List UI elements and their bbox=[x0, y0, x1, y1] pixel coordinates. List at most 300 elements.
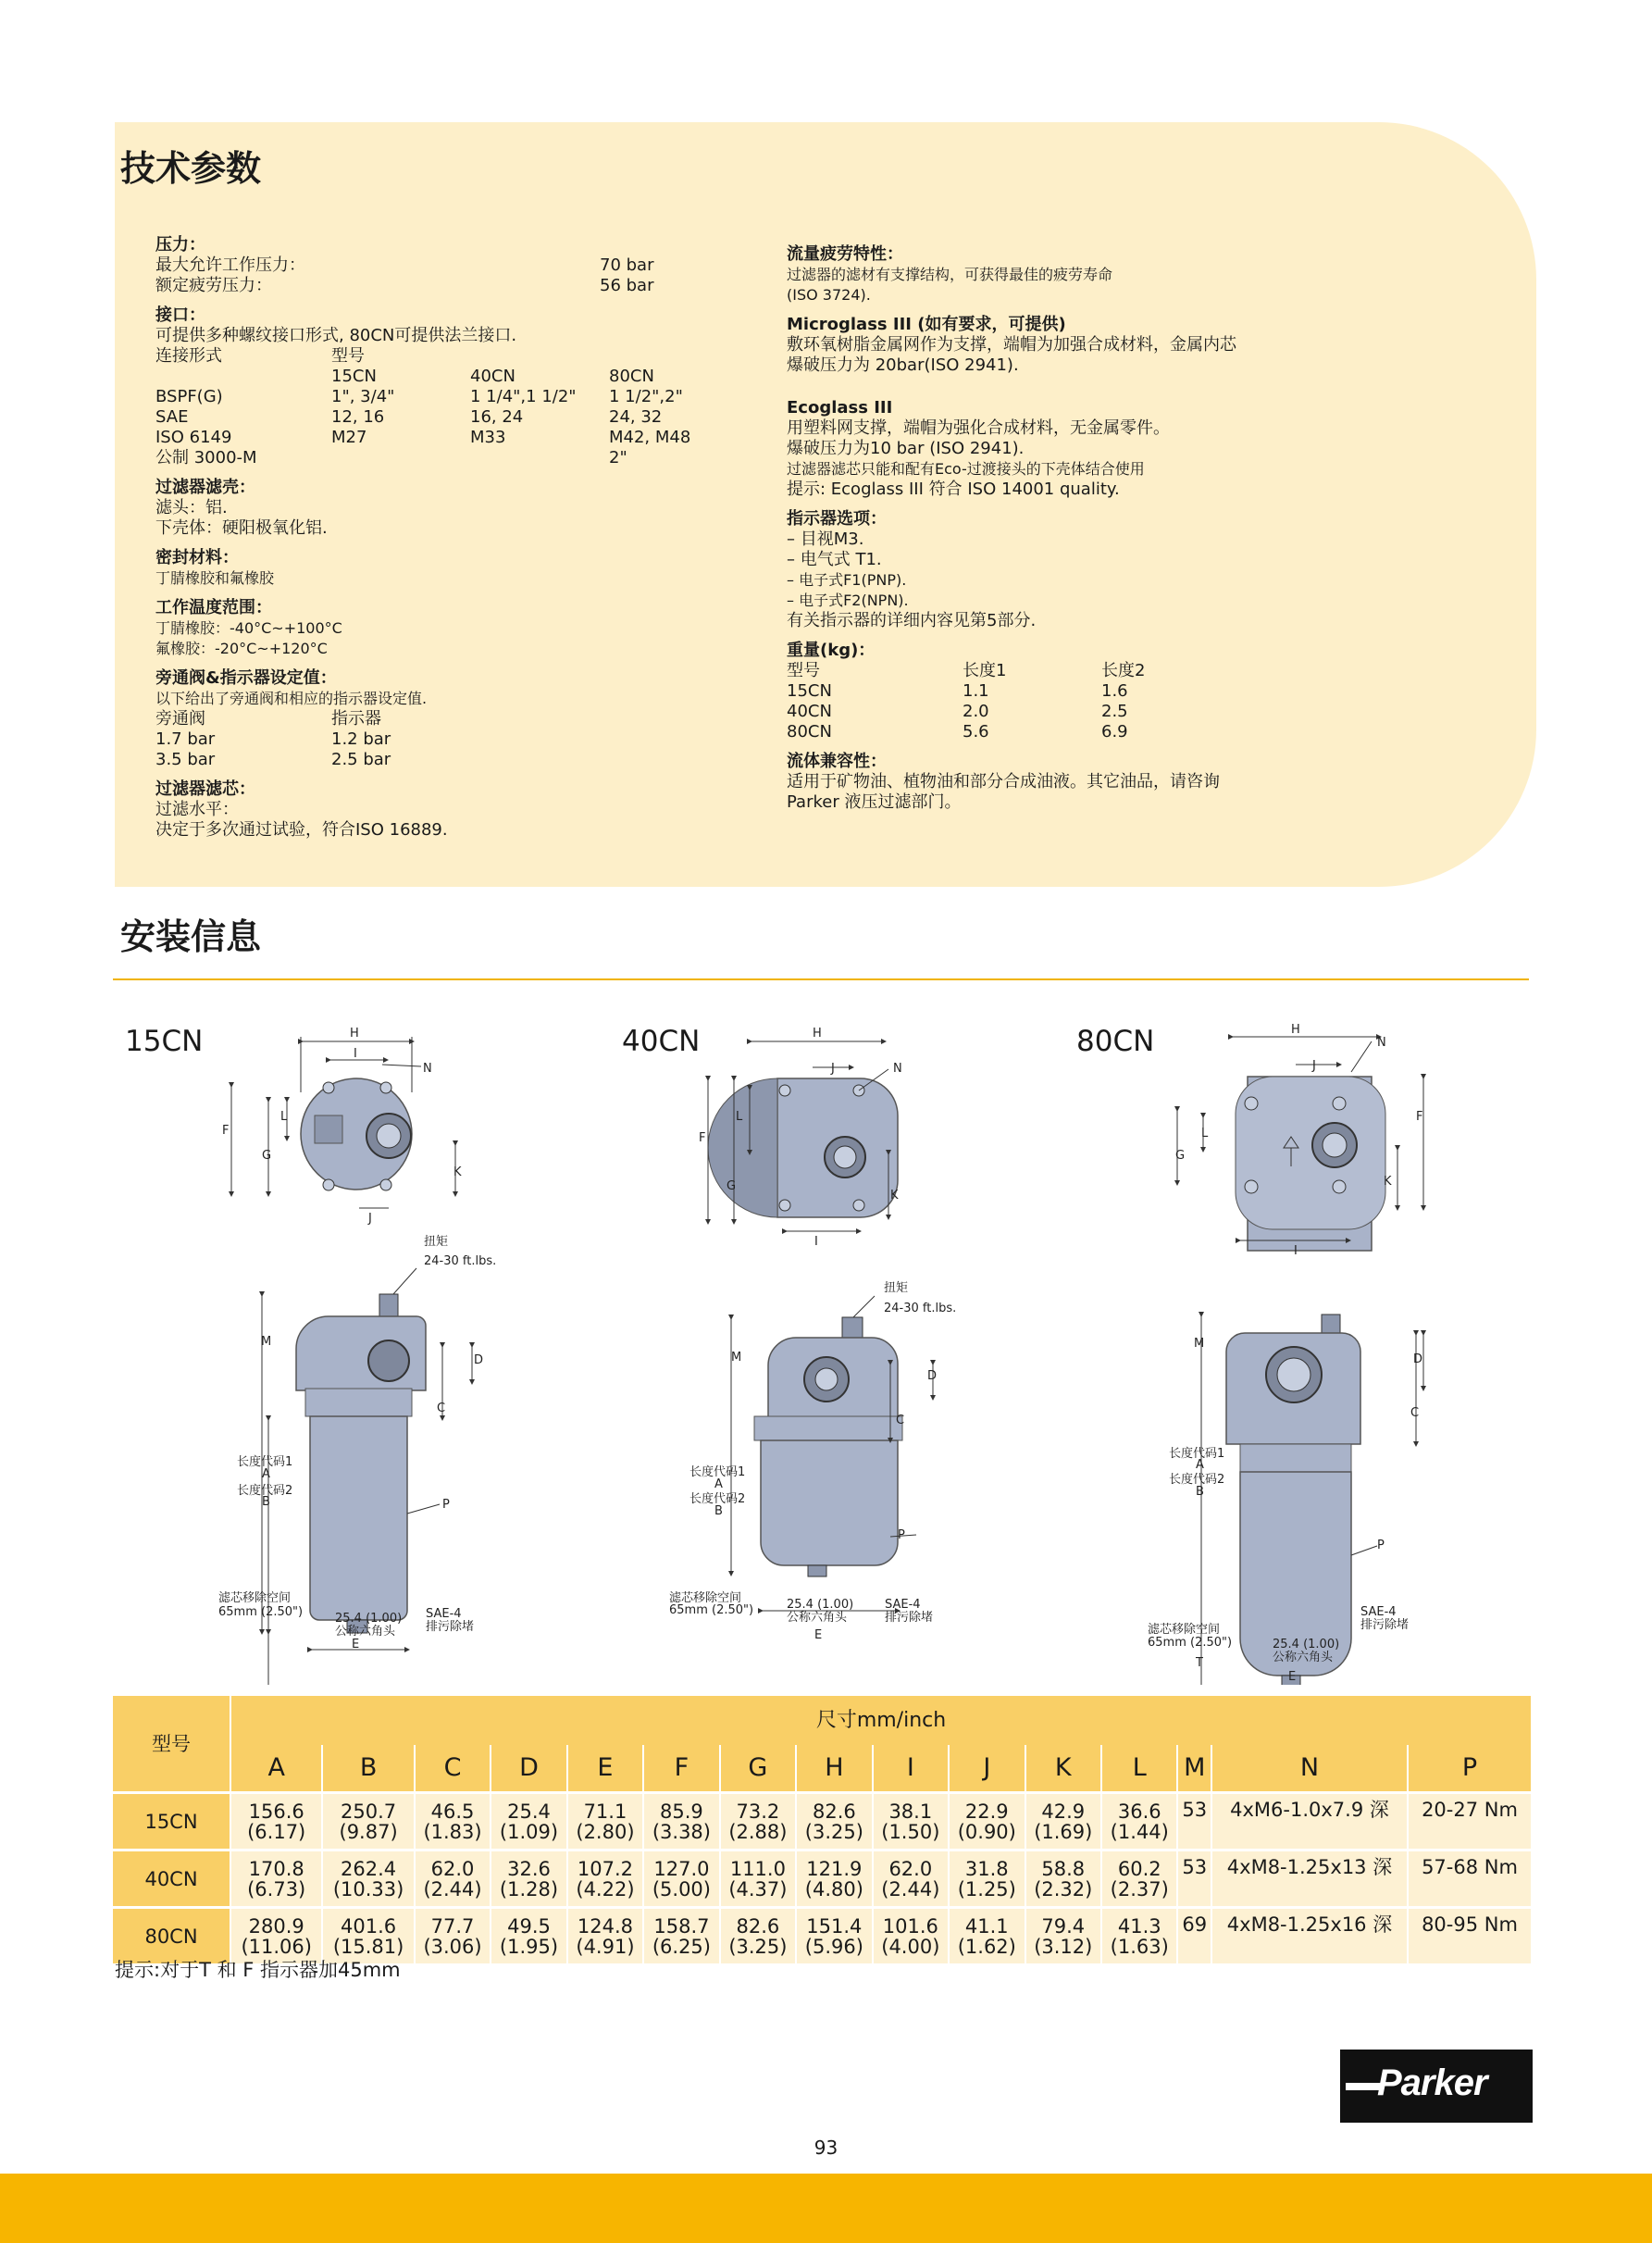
table-row bbox=[113, 1793, 1531, 1850]
ecoglass-label: Ecoglass III bbox=[787, 398, 893, 417]
dim-label: M bbox=[261, 1335, 272, 1349]
length-code-2: 长度代码2 bbox=[237, 1484, 293, 1498]
bypass-cell: 3.5 bar bbox=[155, 750, 216, 769]
dim-mm: 170.8 bbox=[248, 1857, 304, 1880]
model-label-40cn: 40CN bbox=[622, 1025, 701, 1058]
bypass-label: 旁通阀&指示器设定值： bbox=[155, 668, 337, 688]
hex-value: 25.4 (1.00) bbox=[1273, 1638, 1340, 1651]
torque-value: 24-30 ft.lbs. bbox=[884, 1302, 957, 1315]
temp-line: 氟橡胶：-20°C~+120°C bbox=[155, 640, 328, 657]
fluid-label: 流体兼容性： bbox=[787, 752, 887, 771]
port-cell: BSPF(G) bbox=[155, 387, 223, 406]
dim-inch: (4.22) bbox=[576, 1877, 635, 1900]
dim-inch: (10.33) bbox=[332, 1877, 404, 1900]
fluid-line: 适用于矿物油、植物油和部分合成油液。其它油品，请咨询 bbox=[787, 772, 1220, 791]
dim-label: D bbox=[1413, 1352, 1423, 1366]
dim-cell bbox=[720, 1793, 796, 1850]
dim-cell bbox=[322, 1850, 414, 1908]
ecoglass-line: 提示: Ecoglass III 符合 ISO 14001 quality. bbox=[787, 480, 1120, 499]
indicator-line: – 电子式F2(NPN). bbox=[787, 592, 909, 609]
sae-desc: 排污除堵 bbox=[426, 1620, 475, 1634]
dim-inch: (1.63) bbox=[1110, 1935, 1169, 1958]
dim-label: L bbox=[280, 1110, 288, 1124]
model-label-15cn: 15CN bbox=[125, 1025, 204, 1058]
dim-label: N bbox=[423, 1062, 432, 1076]
dim-mm: 121.9 bbox=[806, 1857, 863, 1880]
weight-label: 重量(kg)： bbox=[787, 641, 876, 660]
dim-cell bbox=[415, 1850, 491, 1908]
col-header: I bbox=[873, 1745, 949, 1793]
dim-cell bbox=[1025, 1850, 1101, 1908]
dim-label: D bbox=[927, 1369, 938, 1383]
dim-inch: (6.73) bbox=[247, 1877, 306, 1900]
dim-mm: 58.8 bbox=[1041, 1857, 1086, 1880]
pressure-row-value: 70 bar bbox=[600, 255, 654, 275]
row-model: 80CN bbox=[113, 1908, 230, 1964]
dim-mm: 107.2 bbox=[577, 1857, 634, 1880]
dim-label: D bbox=[474, 1353, 484, 1367]
col-header: M bbox=[1177, 1745, 1211, 1793]
dim-label: E bbox=[814, 1628, 823, 1642]
dim-cell bbox=[643, 1850, 719, 1908]
dim-cell bbox=[643, 1908, 719, 1964]
dim-mm: 49.5 bbox=[507, 1914, 551, 1938]
dim-inch: (2.44) bbox=[423, 1877, 482, 1900]
weight-cell: 长度2 bbox=[1101, 661, 1146, 680]
drawing-40cn-top bbox=[699, 1027, 902, 1249]
dim-inch: (4.00) bbox=[881, 1935, 940, 1958]
dim-inch: (2.44) bbox=[881, 1877, 940, 1900]
dim-mm: 262.4 bbox=[341, 1857, 397, 1880]
dim-label: G bbox=[262, 1149, 272, 1163]
col-header: F bbox=[643, 1745, 719, 1793]
dim-cell bbox=[796, 1793, 872, 1850]
dim-label: P bbox=[898, 1528, 905, 1542]
dim-cell bbox=[1025, 1793, 1101, 1850]
ecoglass-line: 爆破压力为10 bar (ISO 2941). bbox=[787, 439, 1025, 458]
port-subheader-cell: 15CN bbox=[331, 367, 377, 386]
port-desc: 可提供多种螺纹接口形式, 80CN可提供法兰接口. bbox=[155, 326, 517, 345]
fatigue-line: 过滤器的滤材有支撑结构，可获得最佳的疲劳寿命 bbox=[787, 266, 1113, 283]
dim-mm: 62.0 bbox=[430, 1857, 475, 1880]
dim-cell bbox=[567, 1793, 643, 1850]
dim-mm: 71.1 bbox=[583, 1800, 627, 1823]
dim-inch: (15.81) bbox=[332, 1935, 404, 1958]
port-cell bbox=[331, 448, 470, 468]
dim-inch: (5.96) bbox=[804, 1935, 863, 1958]
port-cell: M33 bbox=[470, 428, 506, 447]
dim-cell bbox=[322, 1793, 414, 1850]
dim-mm: 36.6 bbox=[1117, 1800, 1161, 1823]
dim-cell bbox=[720, 1850, 796, 1908]
dim-mm: 38.1 bbox=[888, 1800, 933, 1823]
dim-cell-p: 57-68 Nm bbox=[1408, 1850, 1531, 1908]
dim-inch: (4.91) bbox=[576, 1935, 635, 1958]
pressure-label: 压力： bbox=[155, 235, 205, 255]
dim-mm: 158.7 bbox=[653, 1914, 710, 1938]
torque-value: 24-30 ft.lbs. bbox=[424, 1254, 497, 1268]
dim-mm: 156.6 bbox=[248, 1800, 304, 1823]
dim-mm: 25.4 bbox=[507, 1800, 551, 1823]
drawing-80cn-top bbox=[1175, 1023, 1423, 1258]
dimension-table bbox=[113, 1696, 1531, 1963]
bypass-desc: 以下给出了旁通阀和相应的指示器设定值. bbox=[155, 690, 428, 707]
dim-cell-n: 4xM6-1.0x7.9 深 bbox=[1211, 1793, 1408, 1850]
dim-label: G bbox=[727, 1179, 737, 1193]
torque-label: 扭矩 bbox=[884, 1281, 909, 1295]
element-label: 过滤器滤芯： bbox=[155, 779, 255, 799]
sae-desc: 排污除堵 bbox=[885, 1611, 934, 1625]
hex-label: 公称六角头 bbox=[1273, 1651, 1334, 1664]
weight-cell: 1.1 bbox=[963, 681, 989, 701]
dim-label: H bbox=[813, 1027, 822, 1041]
dim-mm: 151.4 bbox=[806, 1914, 863, 1938]
dim-label: M bbox=[731, 1351, 742, 1364]
dim-label: L bbox=[1201, 1127, 1209, 1140]
sae-label: SAE-4 bbox=[426, 1607, 462, 1621]
dim-inch: (0.90) bbox=[957, 1820, 1016, 1843]
spec-right-column bbox=[787, 244, 1435, 813]
dim-label: H bbox=[1291, 1023, 1300, 1037]
port-cell: 12, 16 bbox=[331, 407, 385, 427]
indicator-label: 指示器选项： bbox=[787, 509, 887, 529]
col-header: H bbox=[796, 1745, 872, 1793]
dim-cell bbox=[949, 1793, 1025, 1850]
port-label: 接口： bbox=[155, 305, 205, 325]
col-header: A bbox=[230, 1745, 322, 1793]
install-title: 安装信息 bbox=[120, 916, 262, 957]
dim-cell bbox=[949, 1908, 1025, 1964]
bypass-cell: 1.7 bar bbox=[155, 729, 216, 749]
dim-mm: 77.7 bbox=[430, 1914, 475, 1938]
port-cell: 16, 24 bbox=[470, 407, 524, 427]
dim-label: I bbox=[354, 1047, 357, 1061]
removal-label: 滤芯移除空间 bbox=[1148, 1623, 1221, 1637]
dim-inch: (1.28) bbox=[499, 1877, 559, 1900]
ecoglass-line: 过滤器滤芯只能和配有Eco-过渡接头的下壳体结合使用 bbox=[787, 460, 1145, 478]
dim-label: J bbox=[368, 1212, 372, 1226]
dim-inch: (2.37) bbox=[1110, 1877, 1169, 1900]
dim-cell bbox=[230, 1850, 322, 1908]
dim-mm: 31.8 bbox=[964, 1857, 1009, 1880]
port-subheader-cell: 80CN bbox=[609, 367, 654, 386]
dim-cell bbox=[491, 1850, 566, 1908]
dim-mm: 79.4 bbox=[1041, 1914, 1086, 1938]
sae-desc: 排污除堵 bbox=[1360, 1618, 1410, 1632]
dim-cell bbox=[415, 1908, 491, 1964]
dim-cell bbox=[873, 1793, 949, 1850]
port-cell: 2" bbox=[609, 448, 627, 467]
dim-inch: (2.32) bbox=[1034, 1877, 1093, 1900]
dim-cell bbox=[796, 1908, 872, 1964]
dim-inch: (3.06) bbox=[423, 1935, 482, 1958]
sae-label: SAE-4 bbox=[1360, 1605, 1397, 1619]
dim-inch: (2.88) bbox=[728, 1820, 788, 1843]
weight-cell: 6.9 bbox=[1101, 722, 1128, 741]
dim-mm: 101.6 bbox=[882, 1914, 938, 1938]
table-dim-header: 尺寸mm/inch bbox=[230, 1696, 1531, 1745]
microglass-label: Microglass III (如有要求，可提供) bbox=[787, 315, 1066, 334]
temp-line: 丁腈橡胶：-40°C~+100°C bbox=[155, 619, 342, 637]
port-header-cell: 连接形式 bbox=[155, 346, 222, 366]
dim-label: K bbox=[890, 1189, 899, 1202]
port-cell: 公制 3000-M bbox=[155, 448, 257, 467]
dim-mm: 32.6 bbox=[507, 1857, 551, 1880]
dim-inch: (1.95) bbox=[499, 1935, 559, 1958]
dim-label: H bbox=[350, 1027, 359, 1041]
spec-left-column bbox=[155, 235, 711, 841]
col-header: K bbox=[1025, 1745, 1101, 1793]
col-header: G bbox=[720, 1745, 796, 1793]
dim-inch: (2.80) bbox=[576, 1820, 635, 1843]
removal-value: 65mm (2.50") bbox=[1148, 1636, 1233, 1650]
dim-cell bbox=[796, 1850, 872, 1908]
page-number: 93 bbox=[814, 2137, 838, 2159]
weight-cell: 1.6 bbox=[1101, 681, 1128, 701]
dim-mm: 41.1 bbox=[964, 1914, 1009, 1938]
dim-label: B bbox=[262, 1495, 270, 1509]
dim-cell bbox=[415, 1793, 491, 1850]
dim-mm: 82.6 bbox=[812, 1800, 856, 1823]
dim-inch: (3.25) bbox=[804, 1820, 863, 1843]
dim-label: K bbox=[1384, 1175, 1392, 1189]
logo-text: Parker bbox=[1377, 2062, 1487, 2103]
length-code-1: 长度代码1 bbox=[1169, 1447, 1225, 1461]
bypass-cell: 2.5 bar bbox=[331, 750, 391, 769]
dim-inch: (9.87) bbox=[339, 1820, 398, 1843]
dim-inch: (1.83) bbox=[423, 1820, 482, 1843]
removal-value: 65mm (2.50") bbox=[669, 1603, 754, 1617]
dim-mm: 22.9 bbox=[964, 1800, 1009, 1823]
drawing-80cn-side bbox=[1148, 1315, 1423, 1685]
dim-inch: (6.25) bbox=[652, 1935, 711, 1958]
dim-cell bbox=[1101, 1908, 1177, 1964]
dim-label: B bbox=[714, 1504, 723, 1518]
seal-label: 密封材料： bbox=[155, 548, 239, 567]
element-line: 决定于多次通过试验，符合ISO 16889. bbox=[155, 820, 448, 840]
length-code-2: 长度代码2 bbox=[1169, 1473, 1225, 1487]
dim-label: M bbox=[1194, 1337, 1205, 1351]
drawing-15cn-top bbox=[222, 1027, 462, 1226]
col-header: P bbox=[1408, 1745, 1531, 1793]
row-model: 40CN bbox=[113, 1850, 230, 1908]
dim-inch: (3.38) bbox=[652, 1820, 711, 1843]
weight-cell: 5.6 bbox=[963, 722, 989, 741]
dim-mm: 42.9 bbox=[1041, 1800, 1086, 1823]
dim-cell-m: 53 bbox=[1177, 1850, 1211, 1908]
dim-mm: 41.3 bbox=[1117, 1914, 1161, 1938]
housing-label: 过滤器滤壳： bbox=[155, 478, 255, 497]
weight-cell: 长度1 bbox=[963, 661, 1007, 680]
dim-label: F bbox=[699, 1131, 706, 1145]
bottom-bar bbox=[0, 2174, 1652, 2243]
dim-label: F bbox=[1416, 1110, 1423, 1124]
hex-value: 25.4 (1.00) bbox=[787, 1598, 854, 1612]
parker-logo bbox=[1340, 2050, 1533, 2123]
dim-label: E bbox=[352, 1638, 360, 1651]
port-subheader-cell: 40CN bbox=[470, 367, 515, 386]
length-code-1: 长度代码1 bbox=[689, 1465, 746, 1479]
dim-mm: 62.0 bbox=[888, 1857, 933, 1880]
dim-label: F bbox=[222, 1124, 230, 1138]
dim-cell bbox=[1101, 1850, 1177, 1908]
indicator-line: – 电气式 T1. bbox=[787, 550, 882, 569]
dim-cell bbox=[873, 1908, 949, 1964]
dim-label: A bbox=[262, 1467, 270, 1481]
dim-mm: 111.0 bbox=[729, 1857, 786, 1880]
model-label-80cn: 80CN bbox=[1076, 1025, 1155, 1058]
dim-label: P bbox=[1377, 1539, 1385, 1552]
hex-value: 25.4 (1.00) bbox=[335, 1612, 403, 1626]
weight-cell: 80CN bbox=[787, 722, 832, 741]
dim-cell bbox=[643, 1793, 719, 1850]
table-row bbox=[113, 1850, 1531, 1908]
dim-mm: 280.9 bbox=[248, 1914, 304, 1938]
indicator-line: 有关指示器的详细内容见第5部分. bbox=[787, 611, 1037, 630]
dim-cell-p: 80-95 Nm bbox=[1408, 1908, 1531, 1964]
bypass-cell: 指示器 bbox=[331, 709, 381, 729]
dim-label: A bbox=[714, 1477, 723, 1491]
table-model-header: 型号 bbox=[113, 1696, 230, 1793]
drawing-40cn-side bbox=[669, 1280, 956, 1642]
element-line: 过滤水平： bbox=[155, 800, 239, 819]
dim-cell-n: 4xM8-1.25x13 深 bbox=[1211, 1850, 1408, 1908]
row-model: 15CN bbox=[113, 1793, 230, 1850]
table-note: 提示:对于T 和 F 指示器加45mm bbox=[115, 1959, 401, 1981]
dim-cell bbox=[1101, 1793, 1177, 1850]
fluid-line: Parker 液压过滤部门。 bbox=[787, 792, 962, 812]
dim-inch: (1.50) bbox=[881, 1820, 940, 1843]
port-cell: M27 bbox=[331, 428, 367, 447]
dim-label: C bbox=[437, 1402, 446, 1415]
sae-label: SAE-4 bbox=[885, 1598, 921, 1612]
dim-inch: (6.17) bbox=[247, 1820, 306, 1843]
dim-label: K bbox=[453, 1165, 462, 1179]
port-cell: ISO 6149 bbox=[155, 428, 232, 447]
dim-inch: (1.62) bbox=[957, 1935, 1016, 1958]
dim-label: N bbox=[1377, 1036, 1386, 1050]
dim-inch: (1.25) bbox=[957, 1877, 1016, 1900]
col-header: J bbox=[949, 1745, 1025, 1793]
ecoglass-line: 用塑料网支撑，端帽为强化合成材料，无金属零件。 bbox=[787, 418, 1170, 438]
dim-inch: (4.37) bbox=[728, 1877, 788, 1900]
dim-label: C bbox=[1410, 1406, 1420, 1420]
dim-label: I bbox=[814, 1235, 818, 1249]
fatigue-line: (ISO 3724). bbox=[787, 286, 871, 304]
removal-label: 滤芯移除空间 bbox=[218, 1591, 292, 1605]
hex-label: 公称六角头 bbox=[335, 1625, 396, 1639]
dim-mm: 60.2 bbox=[1117, 1857, 1161, 1880]
dim-cell bbox=[491, 1908, 566, 1964]
dim-cell bbox=[1025, 1908, 1101, 1964]
dim-cell-m: 53 bbox=[1177, 1793, 1211, 1850]
housing-line: 下壳体：硬阳极氧化铝. bbox=[155, 518, 328, 538]
length-code-1: 长度代码1 bbox=[237, 1455, 293, 1469]
microglass-line: 爆破压力为 20bar(ISO 2941). bbox=[787, 355, 1019, 375]
col-header: B bbox=[322, 1745, 414, 1793]
dim-cell bbox=[491, 1793, 566, 1850]
hex-label: 公称六角头 bbox=[787, 1611, 848, 1625]
port-cell bbox=[470, 448, 609, 468]
dim-inch: (1.09) bbox=[499, 1820, 559, 1843]
torque-label: 扭矩 bbox=[424, 1235, 449, 1249]
dim-cell-p: 20-27 Nm bbox=[1408, 1793, 1531, 1850]
col-header: C bbox=[415, 1745, 491, 1793]
port-cell: M42, M48 bbox=[609, 428, 691, 447]
dim-label: T bbox=[1196, 1656, 1203, 1670]
housing-line: 滤头：铝. bbox=[155, 498, 228, 517]
dim-label: P bbox=[442, 1498, 450, 1512]
col-header: D bbox=[491, 1745, 566, 1793]
port-cell: 1 1/4",1 1/2" bbox=[470, 387, 577, 406]
dim-label: B bbox=[1196, 1485, 1204, 1499]
dim-inch: (11.06) bbox=[241, 1935, 312, 1958]
dim-cell bbox=[567, 1850, 643, 1908]
port-cell: 24, 32 bbox=[609, 407, 663, 427]
drawing-15cn-side bbox=[218, 1234, 496, 1685]
weight-cell: 40CN bbox=[787, 702, 832, 721]
dim-cell bbox=[720, 1908, 796, 1964]
pressure-row-value: 56 bar bbox=[600, 276, 654, 295]
length-code-2: 长度代码2 bbox=[689, 1492, 746, 1506]
install-divider bbox=[113, 978, 1529, 980]
dim-mm: 250.7 bbox=[341, 1800, 397, 1823]
col-header: E bbox=[567, 1745, 643, 1793]
dim-inch: (1.44) bbox=[1110, 1820, 1169, 1843]
removal-value: 65mm (2.50") bbox=[218, 1605, 304, 1619]
port-cell: 1", 3/4" bbox=[331, 387, 395, 406]
microglass-line: 敷环氧树脂金属网作为支撑，端帽为加强合成材料，金属内芯 bbox=[787, 335, 1236, 355]
dim-label: J bbox=[831, 1062, 835, 1076]
dim-mm: 127.0 bbox=[653, 1857, 710, 1880]
fatigue-label: 流量疲劳特性： bbox=[787, 244, 903, 264]
dim-inch: (3.12) bbox=[1034, 1935, 1093, 1958]
weight-cell: 型号 bbox=[787, 661, 820, 680]
weight-cell: 15CN bbox=[787, 681, 832, 701]
dim-mm: 73.2 bbox=[736, 1800, 780, 1823]
dim-mm: 124.8 bbox=[577, 1914, 634, 1938]
dim-mm: 401.6 bbox=[341, 1914, 397, 1938]
dim-inch: (5.00) bbox=[652, 1877, 711, 1900]
dim-cell bbox=[949, 1850, 1025, 1908]
dim-cell bbox=[567, 1908, 643, 1964]
seal-line: 丁腈橡胶和氟橡胶 bbox=[155, 569, 275, 587]
dim-mm: 82.6 bbox=[736, 1914, 780, 1938]
dim-label: G bbox=[1175, 1149, 1186, 1163]
port-cell: SAE bbox=[155, 407, 189, 427]
dim-inch: (4.80) bbox=[804, 1877, 863, 1900]
dim-label: L bbox=[736, 1110, 743, 1124]
dim-inch: (1.69) bbox=[1034, 1820, 1093, 1843]
dim-label: I bbox=[1294, 1244, 1298, 1258]
dim-label: C bbox=[896, 1414, 905, 1427]
dim-mm: 85.9 bbox=[660, 1800, 703, 1823]
weight-cell: 2.0 bbox=[963, 702, 989, 721]
weight-cell: 2.5 bbox=[1101, 702, 1128, 721]
port-cell: 1 1/2",2" bbox=[609, 387, 683, 406]
dim-cell-n: 4xM8-1.25x16 深 bbox=[1211, 1908, 1408, 1964]
bypass-cell: 1.2 bar bbox=[331, 729, 391, 749]
dim-cell bbox=[873, 1850, 949, 1908]
bypass-cell: 旁通阀 bbox=[155, 709, 205, 729]
col-header: L bbox=[1101, 1745, 1177, 1793]
indicator-line: – 目视M3. bbox=[787, 530, 864, 549]
col-header: N bbox=[1211, 1745, 1408, 1793]
port-subheader-cell bbox=[155, 367, 331, 387]
dim-inch: (3.25) bbox=[728, 1935, 788, 1958]
pressure-row-label: 最大允许工作压力： bbox=[155, 255, 305, 275]
tech-title: 技术参数 bbox=[120, 148, 262, 189]
